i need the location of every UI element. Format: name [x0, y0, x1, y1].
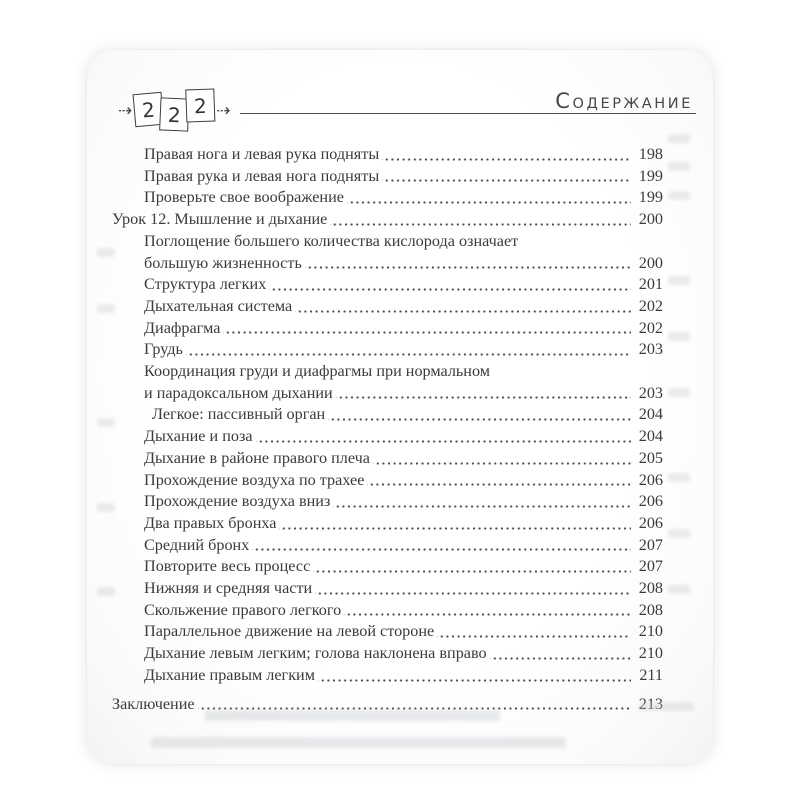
- dot-leader: [336, 383, 631, 405]
- toc-entry-page: 210: [638, 622, 663, 641]
- dot-leader: [186, 339, 631, 361]
- dot-leader: [315, 578, 631, 600]
- dot-leader: [279, 513, 631, 535]
- page-number-digit-box: 2: [133, 91, 165, 126]
- toc-entry-page: 207: [638, 535, 663, 554]
- toc-entry-title: Скольжение правого легкого: [144, 600, 342, 619]
- toc-entry-page: 201: [638, 275, 663, 294]
- toc-row: [112, 274, 663, 296]
- toc-row: [112, 643, 663, 665]
- toc-row: [112, 426, 663, 448]
- toc-entry-title: Проверьте свое воображение: [144, 188, 344, 207]
- bleed-through-artifact: [668, 473, 690, 482]
- toc-row: [112, 383, 663, 405]
- toc-row: [112, 600, 663, 622]
- dashed-arrow-icon: ⇢: [118, 100, 133, 121]
- bleed-through-artifact: [151, 737, 566, 748]
- bleed-through-artifact: [668, 332, 690, 341]
- header-rule: [235, 86, 697, 132]
- toc-entry-title: Легкое: пассивный орган: [152, 405, 326, 424]
- toc-row: [112, 513, 663, 535]
- dot-leader: [344, 600, 631, 622]
- toc-entry-title: Повторите весь процесс: [144, 557, 311, 576]
- toc-entry-title: Два правых бронха: [144, 513, 277, 532]
- page-number-digit-box: 2: [159, 97, 189, 131]
- dot-leader: [328, 404, 631, 426]
- toc-row: [112, 187, 663, 209]
- toc-row: [112, 665, 663, 687]
- toc-row: [112, 231, 663, 253]
- book-page-scan: [87, 50, 713, 764]
- toc-entry-page: 208: [638, 579, 663, 598]
- toc-row: [112, 253, 663, 275]
- dot-leader: [333, 491, 631, 513]
- toc-row: [112, 144, 663, 166]
- toc-entry-page: 213: [638, 694, 663, 713]
- toc-entry-page: 205: [638, 448, 663, 467]
- toc-row: [112, 621, 663, 643]
- toc-entry-page: 204: [638, 405, 663, 424]
- toc-entry-title: Прохождение воздуха по трахее: [144, 470, 365, 489]
- dot-leader: [256, 426, 631, 448]
- toc-row: [112, 470, 663, 492]
- toc-entry-page: 211: [639, 665, 663, 684]
- toc-entry-page: 208: [638, 600, 663, 619]
- toc-entry-title: Дыхание левым легким; голова наклонена вправо: [144, 644, 487, 663]
- toc-entry-title: Нижняя и средняя части: [144, 579, 313, 598]
- dashed-arrow-icon: ⇢: [216, 100, 231, 121]
- toc-row: [112, 296, 663, 318]
- toc-row: [112, 491, 663, 513]
- page-header: [112, 86, 696, 132]
- dot-leader: [347, 187, 631, 209]
- toc-entry-title: Грудь: [144, 340, 183, 359]
- toc-entry-title: Структура легких: [144, 275, 267, 294]
- toc-entry-title: большую жизненность: [144, 253, 302, 272]
- page-number-badge: [134, 94, 215, 127]
- dot-leader: [382, 166, 631, 188]
- toc-row: [112, 166, 663, 188]
- toc-entry-title: Параллельное движение на левой стороне: [144, 622, 435, 641]
- dot-leader: [382, 144, 631, 166]
- bleed-through-artifact: [668, 191, 690, 200]
- dot-leader: [373, 448, 631, 470]
- dot-leader: [223, 318, 631, 340]
- toc-entry-title: Диафрагма: [144, 318, 221, 337]
- dot-leader: [330, 209, 631, 231]
- toc-entry-title: Заключение: [112, 694, 195, 713]
- toc-entry-title: Дыхание в районе правого плеча: [144, 448, 370, 467]
- toc-entry-page: 203: [638, 340, 663, 359]
- bleed-through-artifact: [668, 276, 690, 285]
- bleed-through-artifact: [97, 304, 115, 313]
- bleed-through-artifact: [668, 585, 690, 594]
- toc-row: [112, 448, 663, 470]
- toc-entry-title: Урок 12. Мышление и дыхание: [112, 210, 328, 229]
- toc-row: [112, 318, 663, 340]
- toc-entry-page: 202: [638, 296, 663, 315]
- bleed-through-artifact: [668, 134, 690, 143]
- toc-entry-title: Средний бронх: [144, 535, 250, 554]
- page-number-digit-box: 2: [186, 88, 216, 122]
- page-title: СОДЕРЖАНИЕ: [555, 89, 693, 113]
- toc-row: [112, 361, 663, 383]
- toc-entry-page: 200: [638, 253, 663, 272]
- dot-leader: [318, 665, 631, 687]
- toc-entry-page: 198: [638, 145, 663, 163]
- toc-row: [112, 404, 663, 426]
- toc-entry-page: 199: [638, 166, 663, 185]
- bleed-through-artifact: [639, 702, 694, 711]
- toc-entry-title: Дыхание и поза: [144, 427, 253, 446]
- dot-leader: [305, 253, 631, 275]
- toc-entry-page: 199: [638, 188, 663, 207]
- toc-entry-page: 206: [638, 513, 663, 532]
- bleed-through-artifact: [668, 388, 690, 397]
- dot-leader: [252, 535, 631, 557]
- dot-leader: [367, 470, 631, 492]
- toc-entry-page: 206: [638, 492, 663, 511]
- dot-leader: [437, 621, 631, 643]
- toc-list: [112, 144, 663, 715]
- toc-entry-page: 206: [638, 470, 663, 489]
- toc-row: [112, 209, 663, 231]
- dot-leader: [269, 274, 631, 296]
- bleed-through-artifact: [668, 162, 690, 171]
- toc-entry-page: 207: [638, 557, 663, 576]
- toc-row: [112, 339, 663, 361]
- toc-entry-title: Правая рука и левая нога подняты: [144, 166, 380, 185]
- bleed-through-artifact: [97, 248, 115, 257]
- toc-entry-title: Прохождение воздуха вниз: [144, 492, 331, 511]
- toc-entry-title: Дыхательная система: [144, 296, 293, 315]
- dot-leader: [490, 643, 631, 665]
- dot-leader: [313, 556, 631, 578]
- toc-entry-page: 203: [638, 383, 663, 402]
- bleed-through-artifact: [668, 529, 690, 538]
- toc-entry-title: Правая нога и левая рука подняты: [144, 145, 380, 163]
- toc-row: [112, 556, 663, 578]
- toc-entry-title: Поглощение большего количества кислорода означает: [144, 231, 519, 250]
- toc-entry-title: Дыхание правым легким: [144, 665, 315, 684]
- toc-entry-title: Координация груди и диафрагмы при нормальном: [144, 362, 490, 381]
- toc-row: [112, 535, 663, 557]
- dot-leader: [295, 296, 631, 318]
- toc-entry-page: 210: [638, 644, 663, 663]
- bleed-through-artifact: [97, 503, 115, 512]
- toc-entry-title: и парадоксальном дыхании: [144, 383, 333, 402]
- bleed-through-artifact: [205, 710, 500, 721]
- toc-entry-page: 204: [638, 427, 663, 446]
- toc-entry-page: 202: [638, 318, 663, 337]
- toc-entry-page: 200: [638, 210, 663, 229]
- toc-row: [112, 578, 663, 600]
- bleed-through-artifact: [97, 418, 115, 427]
- bleed-through-artifact: [97, 587, 115, 596]
